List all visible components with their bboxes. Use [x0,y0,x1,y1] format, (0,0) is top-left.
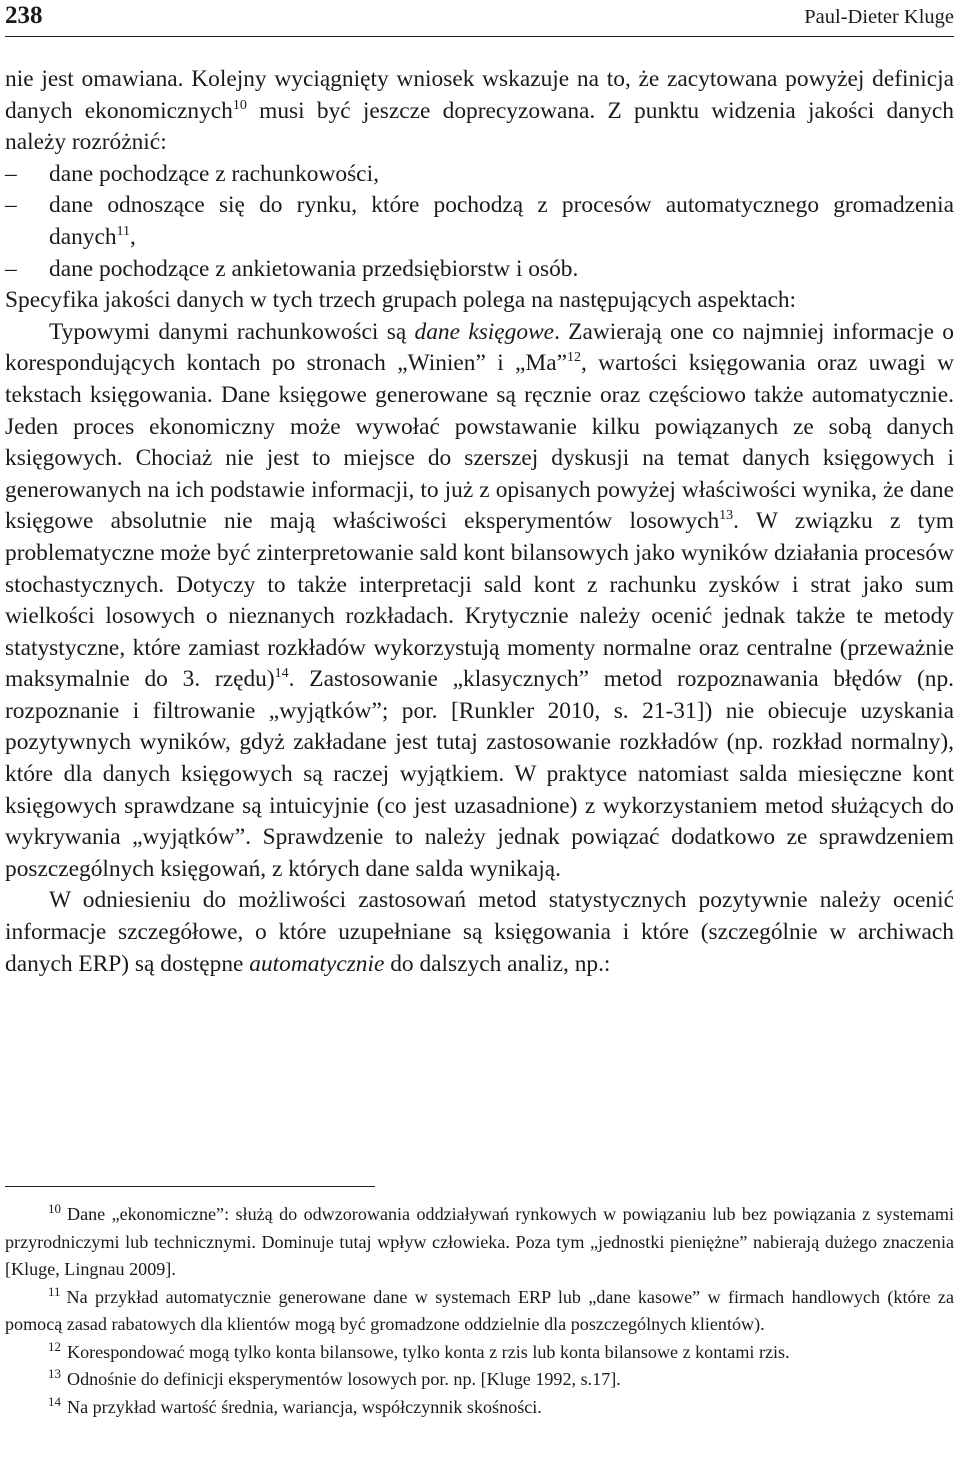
footnote-ref-10[interactable]: 10 [232,97,247,113]
paragraph-accounting-data: Typowymi danymi rachunkowości są dane księgowe. Zawierają one co najmniej informacje o korespondujących kontach po stronach „Winien” i „Ma”$^{12}$, wartości księgowania oraz uwagi w tekstach księgowania. Dane księgowe generowane są ręcznie oraz częściowo także automatycznie. Jeden proces ekonomiczny może wywołać powstawanie kilku powiązanych ze sobą danych księgowych. Chociaż nie jest to miejsce do szerszej dyskusji na temat danych księgowych i generowanych na ich podstawie informacji, to już z opisanych powyżej właściwości wynika, że dane księgowe absolutnie nie mają właściwości eksperymentów losowych$^{13}$. W związku z tym problematyczne może być zinterpretowanie sald kont bilansowych jako wyników działania procesów stochastycznych. Dotyczy to także interpretacji sald kont z rachunku zysków i strat jako sum wielkości losowych o nieznanych rozkładach. Krytycznie należy ocenić jednak także te metody statystyczne, które zamiast rozkładów wykorzystują momenty normalne oraz centralne (przeważnie maksymalnie do 3. rzędu)$^{14}$. Zastosowanie „klasycznych” metod rozpoznawania błędów (np. rozpoznanie i filtrowanie „wyjątków”; por. [Runkler 2010, s. 21-31]) nie obiecuje uzyskania pozytywnych wyników, gdyż zakładane jest tutaj zastosowanie rozkładów (np. rozkład normalny), które dla danych księgowych są raczej wyjątkiem. W praktyce natomiast salda miesięczne kont księgowych sprawdzane są intuicyjnie (co jest uzasadnione) z wykorzystaniem metod służących do wykrywania „wyjątków”. Sprawdzenie to należy jednak powiązać dodatkowo ze sprawdzeniem poszczególnych księgowań, z których dane salda wynikają. [5,318,954,882]
dash-bullet: – [5,160,17,187]
footnote-ref-11[interactable]: 11 [116,223,131,239]
main-text [5,64,954,980]
footnote-ref-14[interactable]: 14 [274,666,289,682]
page-header [5,0,954,37]
page-number: 238 [5,2,43,29]
paragraph-erp-details: W odniesieniu do możliwości zastosowań metod statystycznych pozytywnie należy ocenić informacje szczegółowe, o które uzupełniane są księgowania i które (szczególnie w archiwach danych ERP) są dostępne automatycznie do dalszych analiz, np.: [5,887,954,977]
footnote-11: 11 Na przykład automatycznie generowane dane w systemach ERP lub „dane kasowe” w firmach handlowych (które za pomocą zasad rabatowych dla klientów mogą być gromadzone oddzielnie dla poszczególnych klientów). [5,1283,954,1334]
dash-bullet: – [5,255,17,282]
data-sources-list [5,159,954,285]
footnote-separator [5,1186,375,1187]
footnote-ref-12[interactable]: 12 [567,350,581,366]
emphasis-term: dane księgowe [414,318,555,345]
footnote-13: 13 Odnośnie do definicji eksperymentów losowych por. np. [Kluge 1992, s.17]. [48,1366,621,1389]
emphasis-term: automatycznie [249,950,385,977]
dash-bullet: – [5,192,17,219]
footnote-12: 12 Korespondować mogą tylko konta bilansowe, tylko konta z rzis lub konta bilansowe z kontami rzis. [48,1338,790,1362]
list-item: – dane pochodzące z rachunkowości, [5,159,954,191]
footnote-14: 14 Na przykład wartość średnia, wariancja, współczynnik skośności. [48,1393,542,1417]
footnotes [5,1201,954,1421]
running-head-author: Paul-Dieter Kluge [804,6,954,28]
list-item: – dane odnoszące się do rynku, które pochodzą z procesów automatycznego gromadzenia danych$^{11}$, [5,192,954,250]
list-item: – dane pochodzące z ankietowania przedsiębiorstw i osób. [5,254,954,286]
paragraph-specifics: Specyfika jakości danych w tych trzech grupach polega na następujących aspektach: [5,287,797,314]
footnote-10: 10 Dane „ekonomiczne”: służą do odwzorowania oddziaływań rynkowych w powiązaniu lub bez powiązania z systemami przyrodniczymi lub technicznymi. Dominuje tutaj wpływ człowieka. Poza tym „jednostki pieniężne” nabierają dużego znaczenia [Kluge, Lingnau 2009]. [5,1201,954,1279]
paragraph-intro: nie jest omawiana. Kolejny wyciągnięty wniosek wskazuje na to, że zacytowana powyżej definicja danych ekonomicznych$^{10}$ musi być jeszcze doprecyzowana. Z punktu widzenia jakości danych należy rozróżnić: [5,66,954,156]
footnote-ref-13[interactable]: 13 [719,508,734,524]
